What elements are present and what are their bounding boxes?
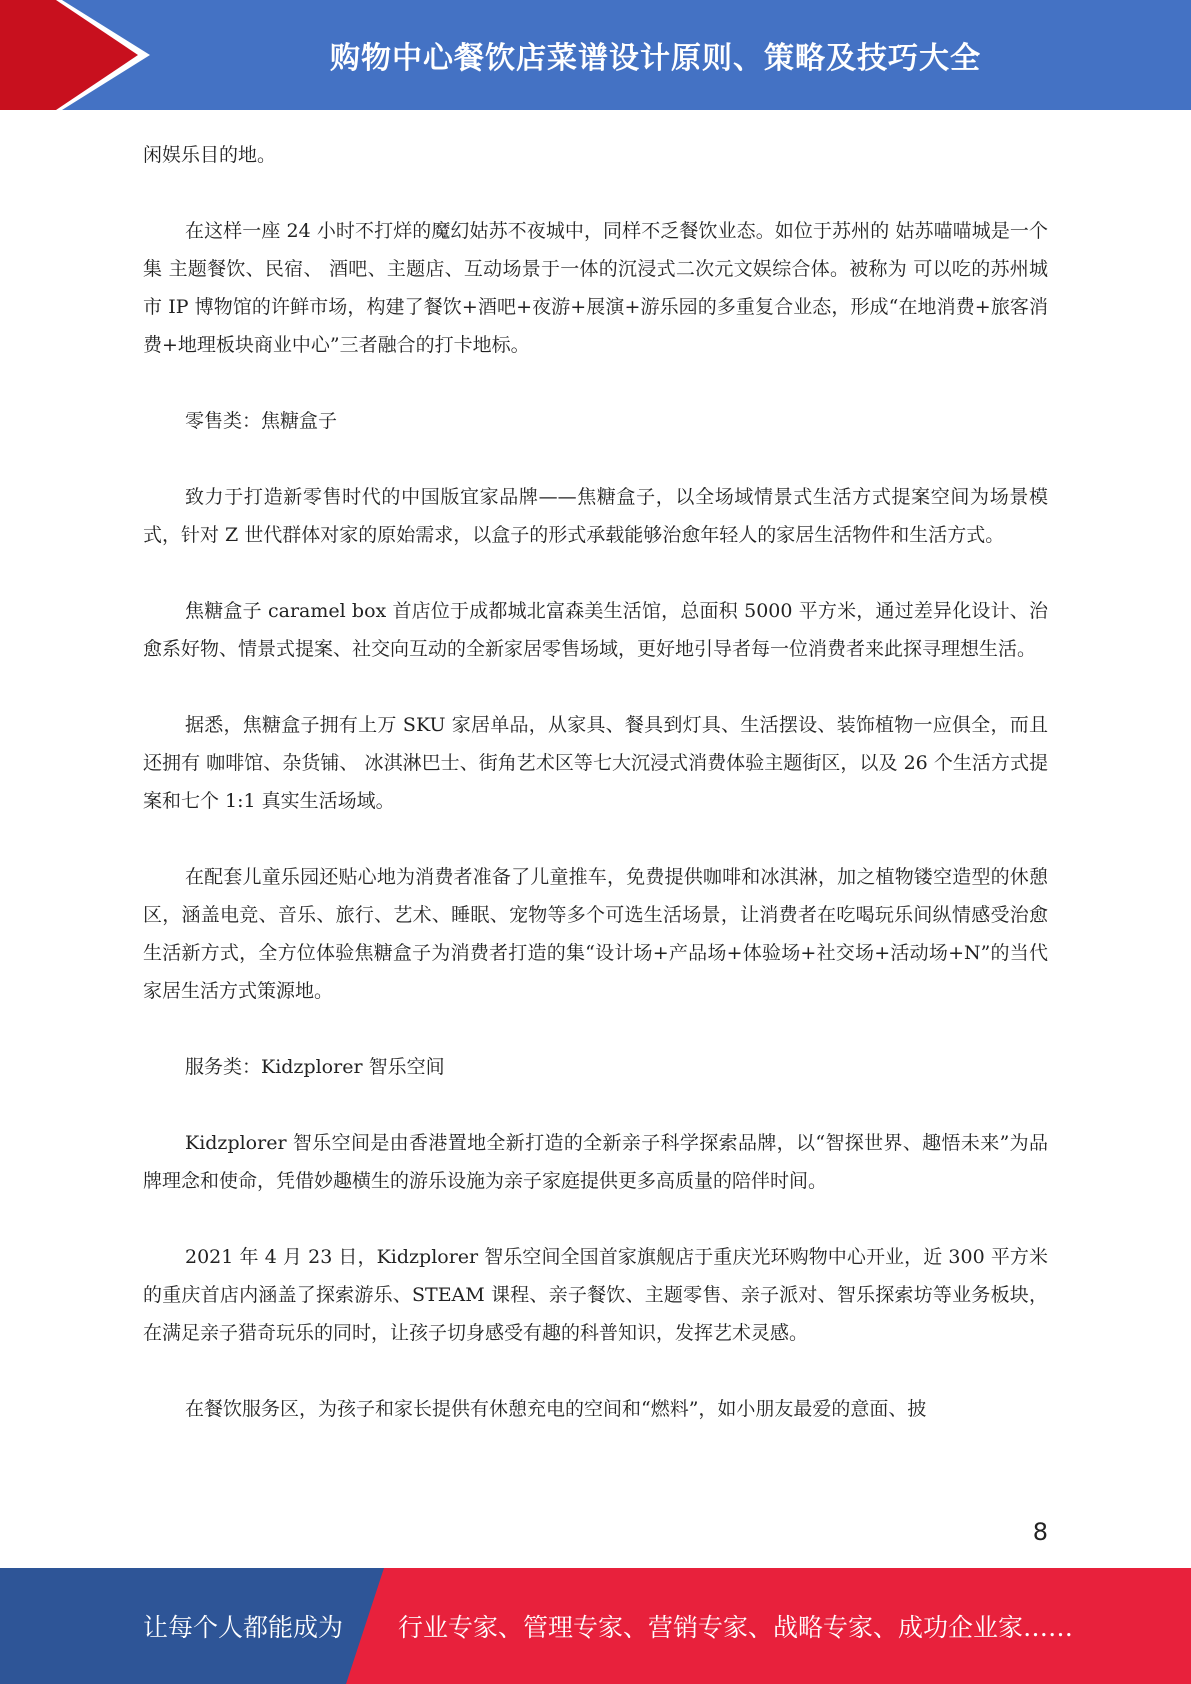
document-title: 购物中心餐饮店菜谱设计原则、策略及技巧大全 bbox=[330, 41, 981, 76]
body-paragraph: 据悉，焦糖盒子拥有上万 SKU 家居单品，从家具、餐具到灯具、生活摆设、装饰植物一应俱全，而且还拥有 咖啡馆、杂货铺、 冰淇淋巴士、街角艺术区等七大沉浸式消费体验主题街区，以及 26 个生活方式提案和七个 1:1 真实生活场域。 bbox=[143, 714, 1048, 812]
body-paragraph: 服务类：Kidzplorer 智乐空间 bbox=[185, 1056, 445, 1078]
body-paragraph: 在这样一座 24 小时不打烊的魔幻姑苏不夜城中，同样不乏餐饮业态。如位于苏州的 姑苏喵喵城是一个集 主题餐饮、民宿、 酒吧、主题店、互动场景于一体的沉浸式二次元文娱综合体。被称为 可以吃的苏州城市 IP 博物馆的许鲜市场，构建了餐饮+酒吧+夜游+展演+游乐园的多重复合业态，形成“在地消费+旅客消费+地理板块商业中心”三者融合的打卡地标。 bbox=[143, 220, 1048, 356]
footer-slogan-right: 行业专家、管理专家、营销专家、战略专家、成功企业家…… bbox=[398, 1613, 1074, 1642]
body-paragraph: 致力于打造新零售时代的中国版宜家品牌——焦糖盒子，以全场域情景式生活方式提案空间为场景模式，针对 Z 世代群体对家的原始需求，以盒子的形式承载能够治愈年轻人的家居生活物件和生活方式。 bbox=[143, 486, 1048, 546]
header-chevron-decoration bbox=[0, 0, 160, 110]
body-paragraph: 闲娱乐目的地。 bbox=[143, 144, 277, 166]
body-content bbox=[143, 136, 1048, 1466]
footer-slogan-left: 让每个人都能成为 bbox=[143, 1613, 344, 1642]
body-paragraph: 在配套儿童乐园还贴心地为消费者准备了儿童推车，免费提供咖啡和冰淇淋，加之植物镂空造型的休憩区，涵盖电竞、音乐、旅行、艺术、睡眠、宠物等多个可选生活场景，让消费者在吃喝玩乐间纵情感受治愈生活新方式，全方位体验焦糖盒子为消费者打造的集“设计场+产品场+体验场+社交场+活动场+N”的当代家居生活方式策源地。 bbox=[143, 866, 1048, 1002]
page-header bbox=[0, 0, 1191, 110]
body-paragraph: 焦糖盒子 caramel box 首店位于成都城北富森美生活馆，总面积 5000 平方米，通过差异化设计、治愈系好物、情景式提案、社交向互动的全新家居零售场域，更好地引导者每一位消费者来此探寻理想生活。 bbox=[143, 600, 1048, 660]
page-footer bbox=[0, 1568, 1191, 1684]
body-paragraph: 2021 年 4 月 23 日，Kidzplorer 智乐空间全国首家旗舰店于重庆光环购物中心开业，近 300 平方米的重庆首店内涵盖了探索游乐、STEAM 课程、亲子餐饮、主题零售、亲子派对、智乐探索坊等业务板块，在满足亲子猎奇玩乐的同时，让孩子切身感受有趣的科普知识，发挥艺术灵感。 bbox=[143, 1246, 1048, 1344]
body-paragraph: 在餐饮服务区，为孩子和家长提供有休憩充电的空间和“燃料”，如小朋友最爱的意面、披 bbox=[185, 1398, 927, 1420]
body-paragraph: Kidzplorer 智乐空间是由香港置地全新打造的全新亲子科学探索品牌，以“智探世界、趣悟未来”为品牌理念和使命，凭借妙趣横生的游乐设施为亲子家庭提供更多高质量的陪伴时间。 bbox=[143, 1132, 1048, 1192]
body-paragraph: 零售类：焦糖盒子 bbox=[185, 410, 338, 432]
page-number: 8 bbox=[1032, 1518, 1048, 1546]
